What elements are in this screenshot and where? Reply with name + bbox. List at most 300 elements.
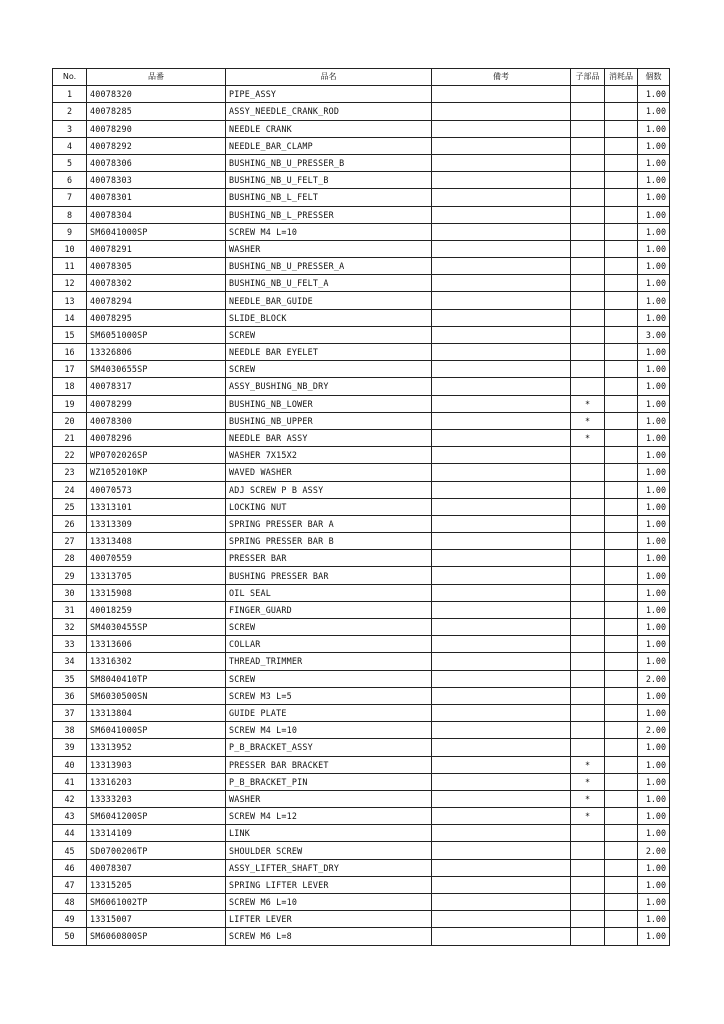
part-number-cell: 13316203 bbox=[87, 773, 226, 790]
sub-part-mark-cell bbox=[571, 361, 605, 378]
part-number-cell: 13314109 bbox=[87, 825, 226, 842]
table-row bbox=[53, 876, 670, 893]
consumable-mark-cell bbox=[605, 739, 638, 756]
remarks-cell bbox=[432, 240, 571, 257]
remarks-cell bbox=[432, 378, 571, 395]
sub-part-mark-cell bbox=[571, 739, 605, 756]
table-row bbox=[53, 619, 670, 636]
consumable-mark-cell bbox=[605, 344, 638, 361]
consumable-mark-cell bbox=[605, 223, 638, 240]
sub-part-mark-cell bbox=[571, 223, 605, 240]
part-number-cell: SM6041000SP bbox=[87, 722, 226, 739]
remarks-cell bbox=[432, 447, 571, 464]
sub-part-mark-cell: * bbox=[571, 395, 605, 412]
quantity-cell: 1.00 bbox=[638, 447, 670, 464]
part-name-cell: FINGER_GUARD bbox=[226, 601, 432, 618]
consumable-mark-cell bbox=[605, 773, 638, 790]
sub-part-mark-cell bbox=[571, 240, 605, 257]
quantity-cell: 1.00 bbox=[638, 275, 670, 292]
table-row bbox=[53, 498, 670, 515]
row-number-cell: 7 bbox=[53, 189, 87, 206]
table-row bbox=[53, 722, 670, 739]
part-number-cell: 40078305 bbox=[87, 258, 226, 275]
sub-part-mark-cell bbox=[571, 550, 605, 567]
part-name-cell: SCREW M4 L=10 bbox=[226, 223, 432, 240]
remarks-cell bbox=[432, 481, 571, 498]
part-number-cell: 40078300 bbox=[87, 412, 226, 429]
sub-part-mark-cell bbox=[571, 292, 605, 309]
part-name-cell: BUSHING_NB_L_PRESSER bbox=[226, 206, 432, 223]
row-number-cell: 6 bbox=[53, 172, 87, 189]
part-name-cell: SPRING PRESSER BAR B bbox=[226, 533, 432, 550]
sub-part-mark-cell bbox=[571, 842, 605, 859]
part-number-cell: 40018259 bbox=[87, 601, 226, 618]
table-row bbox=[53, 670, 670, 687]
sub-part-mark-cell bbox=[571, 189, 605, 206]
part-name-cell: P_B_BRACKET_ASSY bbox=[226, 739, 432, 756]
table-row bbox=[53, 412, 670, 429]
part-name-cell: SHOULDER SCREW bbox=[226, 842, 432, 859]
sub-part-mark-cell bbox=[571, 859, 605, 876]
quantity-cell: 1.00 bbox=[638, 756, 670, 773]
quantity-cell: 1.00 bbox=[638, 567, 670, 584]
sub-part-mark-cell bbox=[571, 670, 605, 687]
part-number-cell: 40078290 bbox=[87, 120, 226, 137]
row-number-cell: 26 bbox=[53, 515, 87, 532]
consumable-mark-cell bbox=[605, 704, 638, 721]
sub-part-mark-cell bbox=[571, 825, 605, 842]
sub-part-mark-cell: * bbox=[571, 790, 605, 807]
remarks-cell bbox=[432, 137, 571, 154]
quantity-cell: 2.00 bbox=[638, 670, 670, 687]
part-name-cell: BUSHING_NB_U_FELT_A bbox=[226, 275, 432, 292]
parts-table bbox=[52, 68, 670, 946]
remarks-cell bbox=[432, 172, 571, 189]
remarks-cell bbox=[432, 189, 571, 206]
table-row bbox=[53, 189, 670, 206]
quantity-cell: 1.00 bbox=[638, 309, 670, 326]
consumable-mark-cell bbox=[605, 258, 638, 275]
row-number-cell: 41 bbox=[53, 773, 87, 790]
part-number-cell: 13313101 bbox=[87, 498, 226, 515]
header-remarks: 備考 bbox=[432, 69, 571, 86]
header-no: No. bbox=[53, 69, 87, 86]
quantity-cell: 1.00 bbox=[638, 790, 670, 807]
table-row bbox=[53, 395, 670, 412]
quantity-cell: 1.00 bbox=[638, 739, 670, 756]
quantity-cell: 1.00 bbox=[638, 859, 670, 876]
consumable-mark-cell bbox=[605, 326, 638, 343]
consumable-mark-cell bbox=[605, 894, 638, 911]
sub-part-mark-cell bbox=[571, 86, 605, 103]
row-number-cell: 46 bbox=[53, 859, 87, 876]
part-name-cell: NEEDLE CRANK bbox=[226, 120, 432, 137]
row-number-cell: 49 bbox=[53, 911, 87, 928]
table-row bbox=[53, 326, 670, 343]
consumable-mark-cell bbox=[605, 653, 638, 670]
sub-part-mark-cell bbox=[571, 258, 605, 275]
part-number-cell: 13313952 bbox=[87, 739, 226, 756]
sub-part-mark-cell bbox=[571, 876, 605, 893]
table-row bbox=[53, 653, 670, 670]
part-name-cell: SCREW bbox=[226, 361, 432, 378]
part-number-cell: 13316302 bbox=[87, 653, 226, 670]
header-part-number: 品番 bbox=[87, 69, 226, 86]
row-number-cell: 36 bbox=[53, 687, 87, 704]
row-number-cell: 22 bbox=[53, 447, 87, 464]
sub-part-mark-cell bbox=[571, 704, 605, 721]
sub-part-mark-cell bbox=[571, 601, 605, 618]
sub-part-mark-cell: * bbox=[571, 773, 605, 790]
remarks-cell bbox=[432, 842, 571, 859]
consumable-mark-cell bbox=[605, 378, 638, 395]
consumable-mark-cell bbox=[605, 275, 638, 292]
quantity-cell: 1.00 bbox=[638, 533, 670, 550]
table-row bbox=[53, 808, 670, 825]
table-row bbox=[53, 206, 670, 223]
table-row bbox=[53, 154, 670, 171]
quantity-cell: 1.00 bbox=[638, 928, 670, 945]
consumable-mark-cell bbox=[605, 584, 638, 601]
part-name-cell: WAVED WASHER bbox=[226, 464, 432, 481]
table-row bbox=[53, 515, 670, 532]
row-number-cell: 35 bbox=[53, 670, 87, 687]
consumable-mark-cell bbox=[605, 86, 638, 103]
part-name-cell: NEEDLE_BAR_CLAMP bbox=[226, 137, 432, 154]
part-name-cell: ASSY_LIFTER_SHAFT_DRY bbox=[226, 859, 432, 876]
part-name-cell: BUSHING PRESSER BAR bbox=[226, 567, 432, 584]
part-name-cell: LIFTER LEVER bbox=[226, 911, 432, 928]
part-number-cell: SM6041000SP bbox=[87, 223, 226, 240]
remarks-cell bbox=[432, 670, 571, 687]
part-number-cell: SM8040410TP bbox=[87, 670, 226, 687]
row-number-cell: 2 bbox=[53, 103, 87, 120]
row-number-cell: 42 bbox=[53, 790, 87, 807]
consumable-mark-cell bbox=[605, 911, 638, 928]
quantity-cell: 1.00 bbox=[638, 825, 670, 842]
sub-part-mark-cell bbox=[571, 206, 605, 223]
quantity-cell: 1.00 bbox=[638, 515, 670, 532]
remarks-cell bbox=[432, 601, 571, 618]
header-quantity: 個数 bbox=[638, 69, 670, 86]
row-number-cell: 27 bbox=[53, 533, 87, 550]
table-row bbox=[53, 773, 670, 790]
consumable-mark-cell bbox=[605, 687, 638, 704]
consumable-mark-cell bbox=[605, 842, 638, 859]
part-number-cell: 40078317 bbox=[87, 378, 226, 395]
quantity-cell: 1.00 bbox=[638, 619, 670, 636]
header-part-name: 品名 bbox=[226, 69, 432, 86]
consumable-mark-cell bbox=[605, 567, 638, 584]
part-number-cell: 13313903 bbox=[87, 756, 226, 773]
consumable-mark-cell bbox=[605, 928, 638, 945]
part-name-cell: BUSHING_NB_UPPER bbox=[226, 412, 432, 429]
row-number-cell: 31 bbox=[53, 601, 87, 618]
remarks-cell bbox=[432, 464, 571, 481]
quantity-cell: 1.00 bbox=[638, 704, 670, 721]
consumable-mark-cell bbox=[605, 515, 638, 532]
consumable-mark-cell bbox=[605, 722, 638, 739]
part-number-cell: 40078303 bbox=[87, 172, 226, 189]
table-row bbox=[53, 911, 670, 928]
remarks-cell bbox=[432, 103, 571, 120]
quantity-cell: 1.00 bbox=[638, 240, 670, 257]
quantity-cell: 2.00 bbox=[638, 842, 670, 859]
table-row bbox=[53, 739, 670, 756]
sub-part-mark-cell bbox=[571, 344, 605, 361]
quantity-cell: 1.00 bbox=[638, 344, 670, 361]
quantity-cell: 1.00 bbox=[638, 464, 670, 481]
part-name-cell: ASSY_BUSHING_NB_DRY bbox=[226, 378, 432, 395]
part-number-cell: 13333203 bbox=[87, 790, 226, 807]
part-number-cell: 40078306 bbox=[87, 154, 226, 171]
part-number-cell: 40078304 bbox=[87, 206, 226, 223]
quantity-cell: 1.00 bbox=[638, 172, 670, 189]
part-number-cell: 40078292 bbox=[87, 137, 226, 154]
consumable-mark-cell bbox=[605, 292, 638, 309]
part-number-cell: 40078301 bbox=[87, 189, 226, 206]
consumable-mark-cell bbox=[605, 206, 638, 223]
consumable-mark-cell bbox=[605, 412, 638, 429]
consumable-mark-cell bbox=[605, 361, 638, 378]
consumable-mark-cell bbox=[605, 172, 638, 189]
row-number-cell: 25 bbox=[53, 498, 87, 515]
sub-part-mark-cell bbox=[571, 137, 605, 154]
row-number-cell: 3 bbox=[53, 120, 87, 137]
header-sub-part: 子部品 bbox=[571, 69, 605, 86]
part-name-cell: SCREW bbox=[226, 326, 432, 343]
consumable-mark-cell bbox=[605, 670, 638, 687]
part-name-cell: PIPE_ASSY bbox=[226, 86, 432, 103]
table-row bbox=[53, 567, 670, 584]
table-row bbox=[53, 240, 670, 257]
row-number-cell: 21 bbox=[53, 429, 87, 446]
quantity-cell: 1.00 bbox=[638, 773, 670, 790]
part-number-cell: 13315205 bbox=[87, 876, 226, 893]
header-consumable: 消耗品 bbox=[605, 69, 638, 86]
part-number-cell: WP0702026SP bbox=[87, 447, 226, 464]
remarks-cell bbox=[432, 722, 571, 739]
part-number-cell: SM6051000SP bbox=[87, 326, 226, 343]
row-number-cell: 17 bbox=[53, 361, 87, 378]
part-number-cell: 40078285 bbox=[87, 103, 226, 120]
table-row bbox=[53, 292, 670, 309]
part-name-cell: PRESSER BAR bbox=[226, 550, 432, 567]
consumable-mark-cell bbox=[605, 619, 638, 636]
row-number-cell: 39 bbox=[53, 739, 87, 756]
sub-part-mark-cell bbox=[571, 447, 605, 464]
part-name-cell: LOCKING NUT bbox=[226, 498, 432, 515]
part-name-cell: SCREW M6 L=10 bbox=[226, 894, 432, 911]
remarks-cell bbox=[432, 275, 571, 292]
part-number-cell: 40070573 bbox=[87, 481, 226, 498]
quantity-cell: 1.00 bbox=[638, 395, 670, 412]
part-number-cell: 13313606 bbox=[87, 636, 226, 653]
part-name-cell: BUSHING_NB_U_PRESSER_A bbox=[226, 258, 432, 275]
remarks-cell bbox=[432, 86, 571, 103]
row-number-cell: 34 bbox=[53, 653, 87, 670]
table-row bbox=[53, 223, 670, 240]
sub-part-mark-cell bbox=[571, 378, 605, 395]
consumable-mark-cell bbox=[605, 395, 638, 412]
consumable-mark-cell bbox=[605, 550, 638, 567]
sub-part-mark-cell bbox=[571, 619, 605, 636]
part-name-cell: WASHER bbox=[226, 790, 432, 807]
sub-part-mark-cell bbox=[571, 498, 605, 515]
header-row bbox=[53, 69, 670, 86]
row-number-cell: 29 bbox=[53, 567, 87, 584]
table-row bbox=[53, 894, 670, 911]
sub-part-mark-cell bbox=[571, 653, 605, 670]
quantity-cell: 1.00 bbox=[638, 86, 670, 103]
sub-part-mark-cell bbox=[571, 567, 605, 584]
parts-list-sheet bbox=[52, 68, 669, 946]
remarks-cell bbox=[432, 584, 571, 601]
remarks-cell bbox=[432, 876, 571, 893]
part-name-cell: SCREW M4 L=12 bbox=[226, 808, 432, 825]
consumable-mark-cell bbox=[605, 137, 638, 154]
quantity-cell: 1.00 bbox=[638, 189, 670, 206]
table-header bbox=[53, 69, 670, 86]
sub-part-mark-cell: * bbox=[571, 429, 605, 446]
row-number-cell: 9 bbox=[53, 223, 87, 240]
remarks-cell bbox=[432, 687, 571, 704]
table-row bbox=[53, 601, 670, 618]
remarks-cell bbox=[432, 825, 571, 842]
table-row bbox=[53, 704, 670, 721]
sub-part-mark-cell: * bbox=[571, 756, 605, 773]
quantity-cell: 1.00 bbox=[638, 378, 670, 395]
part-number-cell: 40070559 bbox=[87, 550, 226, 567]
quantity-cell: 1.00 bbox=[638, 120, 670, 137]
row-number-cell: 47 bbox=[53, 876, 87, 893]
quantity-cell: 1.00 bbox=[638, 653, 670, 670]
row-number-cell: 30 bbox=[53, 584, 87, 601]
part-name-cell: LINK bbox=[226, 825, 432, 842]
part-name-cell: P_B_BRACKET_PIN bbox=[226, 773, 432, 790]
table-row bbox=[53, 584, 670, 601]
table-row bbox=[53, 533, 670, 550]
part-number-cell: 40078302 bbox=[87, 275, 226, 292]
part-name-cell: SLIDE_BLOCK bbox=[226, 309, 432, 326]
remarks-cell bbox=[432, 773, 571, 790]
remarks-cell bbox=[432, 790, 571, 807]
part-number-cell: 40078294 bbox=[87, 292, 226, 309]
row-number-cell: 18 bbox=[53, 378, 87, 395]
remarks-cell bbox=[432, 567, 571, 584]
consumable-mark-cell bbox=[605, 790, 638, 807]
remarks-cell bbox=[432, 739, 571, 756]
table-row bbox=[53, 636, 670, 653]
table-row bbox=[53, 756, 670, 773]
part-name-cell: BUSHING_NB_U_PRESSER_B bbox=[226, 154, 432, 171]
consumable-mark-cell bbox=[605, 464, 638, 481]
table-row bbox=[53, 687, 670, 704]
part-name-cell: WASHER bbox=[226, 240, 432, 257]
quantity-cell: 1.00 bbox=[638, 481, 670, 498]
quantity-cell: 1.00 bbox=[638, 876, 670, 893]
part-number-cell: SM4030655SP bbox=[87, 361, 226, 378]
part-name-cell: COLLAR bbox=[226, 636, 432, 653]
part-name-cell: OIL SEAL bbox=[226, 584, 432, 601]
row-number-cell: 5 bbox=[53, 154, 87, 171]
row-number-cell: 24 bbox=[53, 481, 87, 498]
quantity-cell: 1.00 bbox=[638, 206, 670, 223]
part-number-cell: SD0700206TP bbox=[87, 842, 226, 859]
remarks-cell bbox=[432, 550, 571, 567]
part-number-cell: 40078320 bbox=[87, 86, 226, 103]
part-name-cell: SPRING LIFTER LEVER bbox=[226, 876, 432, 893]
consumable-mark-cell bbox=[605, 154, 638, 171]
consumable-mark-cell bbox=[605, 120, 638, 137]
consumable-mark-cell bbox=[605, 636, 638, 653]
table-row bbox=[53, 103, 670, 120]
row-number-cell: 38 bbox=[53, 722, 87, 739]
part-name-cell: GUIDE PLATE bbox=[226, 704, 432, 721]
table-row bbox=[53, 447, 670, 464]
table-row bbox=[53, 86, 670, 103]
row-number-cell: 32 bbox=[53, 619, 87, 636]
consumable-mark-cell bbox=[605, 429, 638, 446]
part-number-cell: 13313408 bbox=[87, 533, 226, 550]
quantity-cell: 2.00 bbox=[638, 722, 670, 739]
sub-part-mark-cell bbox=[571, 172, 605, 189]
consumable-mark-cell bbox=[605, 601, 638, 618]
part-name-cell: SCREW bbox=[226, 670, 432, 687]
table-row bbox=[53, 790, 670, 807]
remarks-cell bbox=[432, 154, 571, 171]
remarks-cell bbox=[432, 911, 571, 928]
part-number-cell: 40078291 bbox=[87, 240, 226, 257]
table-row bbox=[53, 309, 670, 326]
consumable-mark-cell bbox=[605, 808, 638, 825]
remarks-cell bbox=[432, 704, 571, 721]
sub-part-mark-cell bbox=[571, 584, 605, 601]
sub-part-mark-cell bbox=[571, 326, 605, 343]
quantity-cell: 1.00 bbox=[638, 687, 670, 704]
part-number-cell: 13313705 bbox=[87, 567, 226, 584]
table-row bbox=[53, 464, 670, 481]
consumable-mark-cell bbox=[605, 498, 638, 515]
row-number-cell: 23 bbox=[53, 464, 87, 481]
remarks-cell bbox=[432, 309, 571, 326]
remarks-cell bbox=[432, 515, 571, 532]
remarks-cell bbox=[432, 928, 571, 945]
row-number-cell: 50 bbox=[53, 928, 87, 945]
consumable-mark-cell bbox=[605, 533, 638, 550]
consumable-mark-cell bbox=[605, 189, 638, 206]
remarks-cell bbox=[432, 533, 571, 550]
consumable-mark-cell bbox=[605, 859, 638, 876]
sub-part-mark-cell bbox=[571, 481, 605, 498]
table-row bbox=[53, 344, 670, 361]
quantity-cell: 1.00 bbox=[638, 601, 670, 618]
sub-part-mark-cell bbox=[571, 464, 605, 481]
row-number-cell: 40 bbox=[53, 756, 87, 773]
remarks-cell bbox=[432, 653, 571, 670]
quantity-cell: 3.00 bbox=[638, 326, 670, 343]
sub-part-mark-cell bbox=[571, 928, 605, 945]
part-number-cell: 13313309 bbox=[87, 515, 226, 532]
sub-part-mark-cell bbox=[571, 894, 605, 911]
table-row bbox=[53, 842, 670, 859]
sub-part-mark-cell bbox=[571, 120, 605, 137]
sub-part-mark-cell bbox=[571, 275, 605, 292]
part-name-cell: NEEDLE BAR EYELET bbox=[226, 344, 432, 361]
remarks-cell bbox=[432, 395, 571, 412]
quantity-cell: 1.00 bbox=[638, 361, 670, 378]
table-row bbox=[53, 137, 670, 154]
